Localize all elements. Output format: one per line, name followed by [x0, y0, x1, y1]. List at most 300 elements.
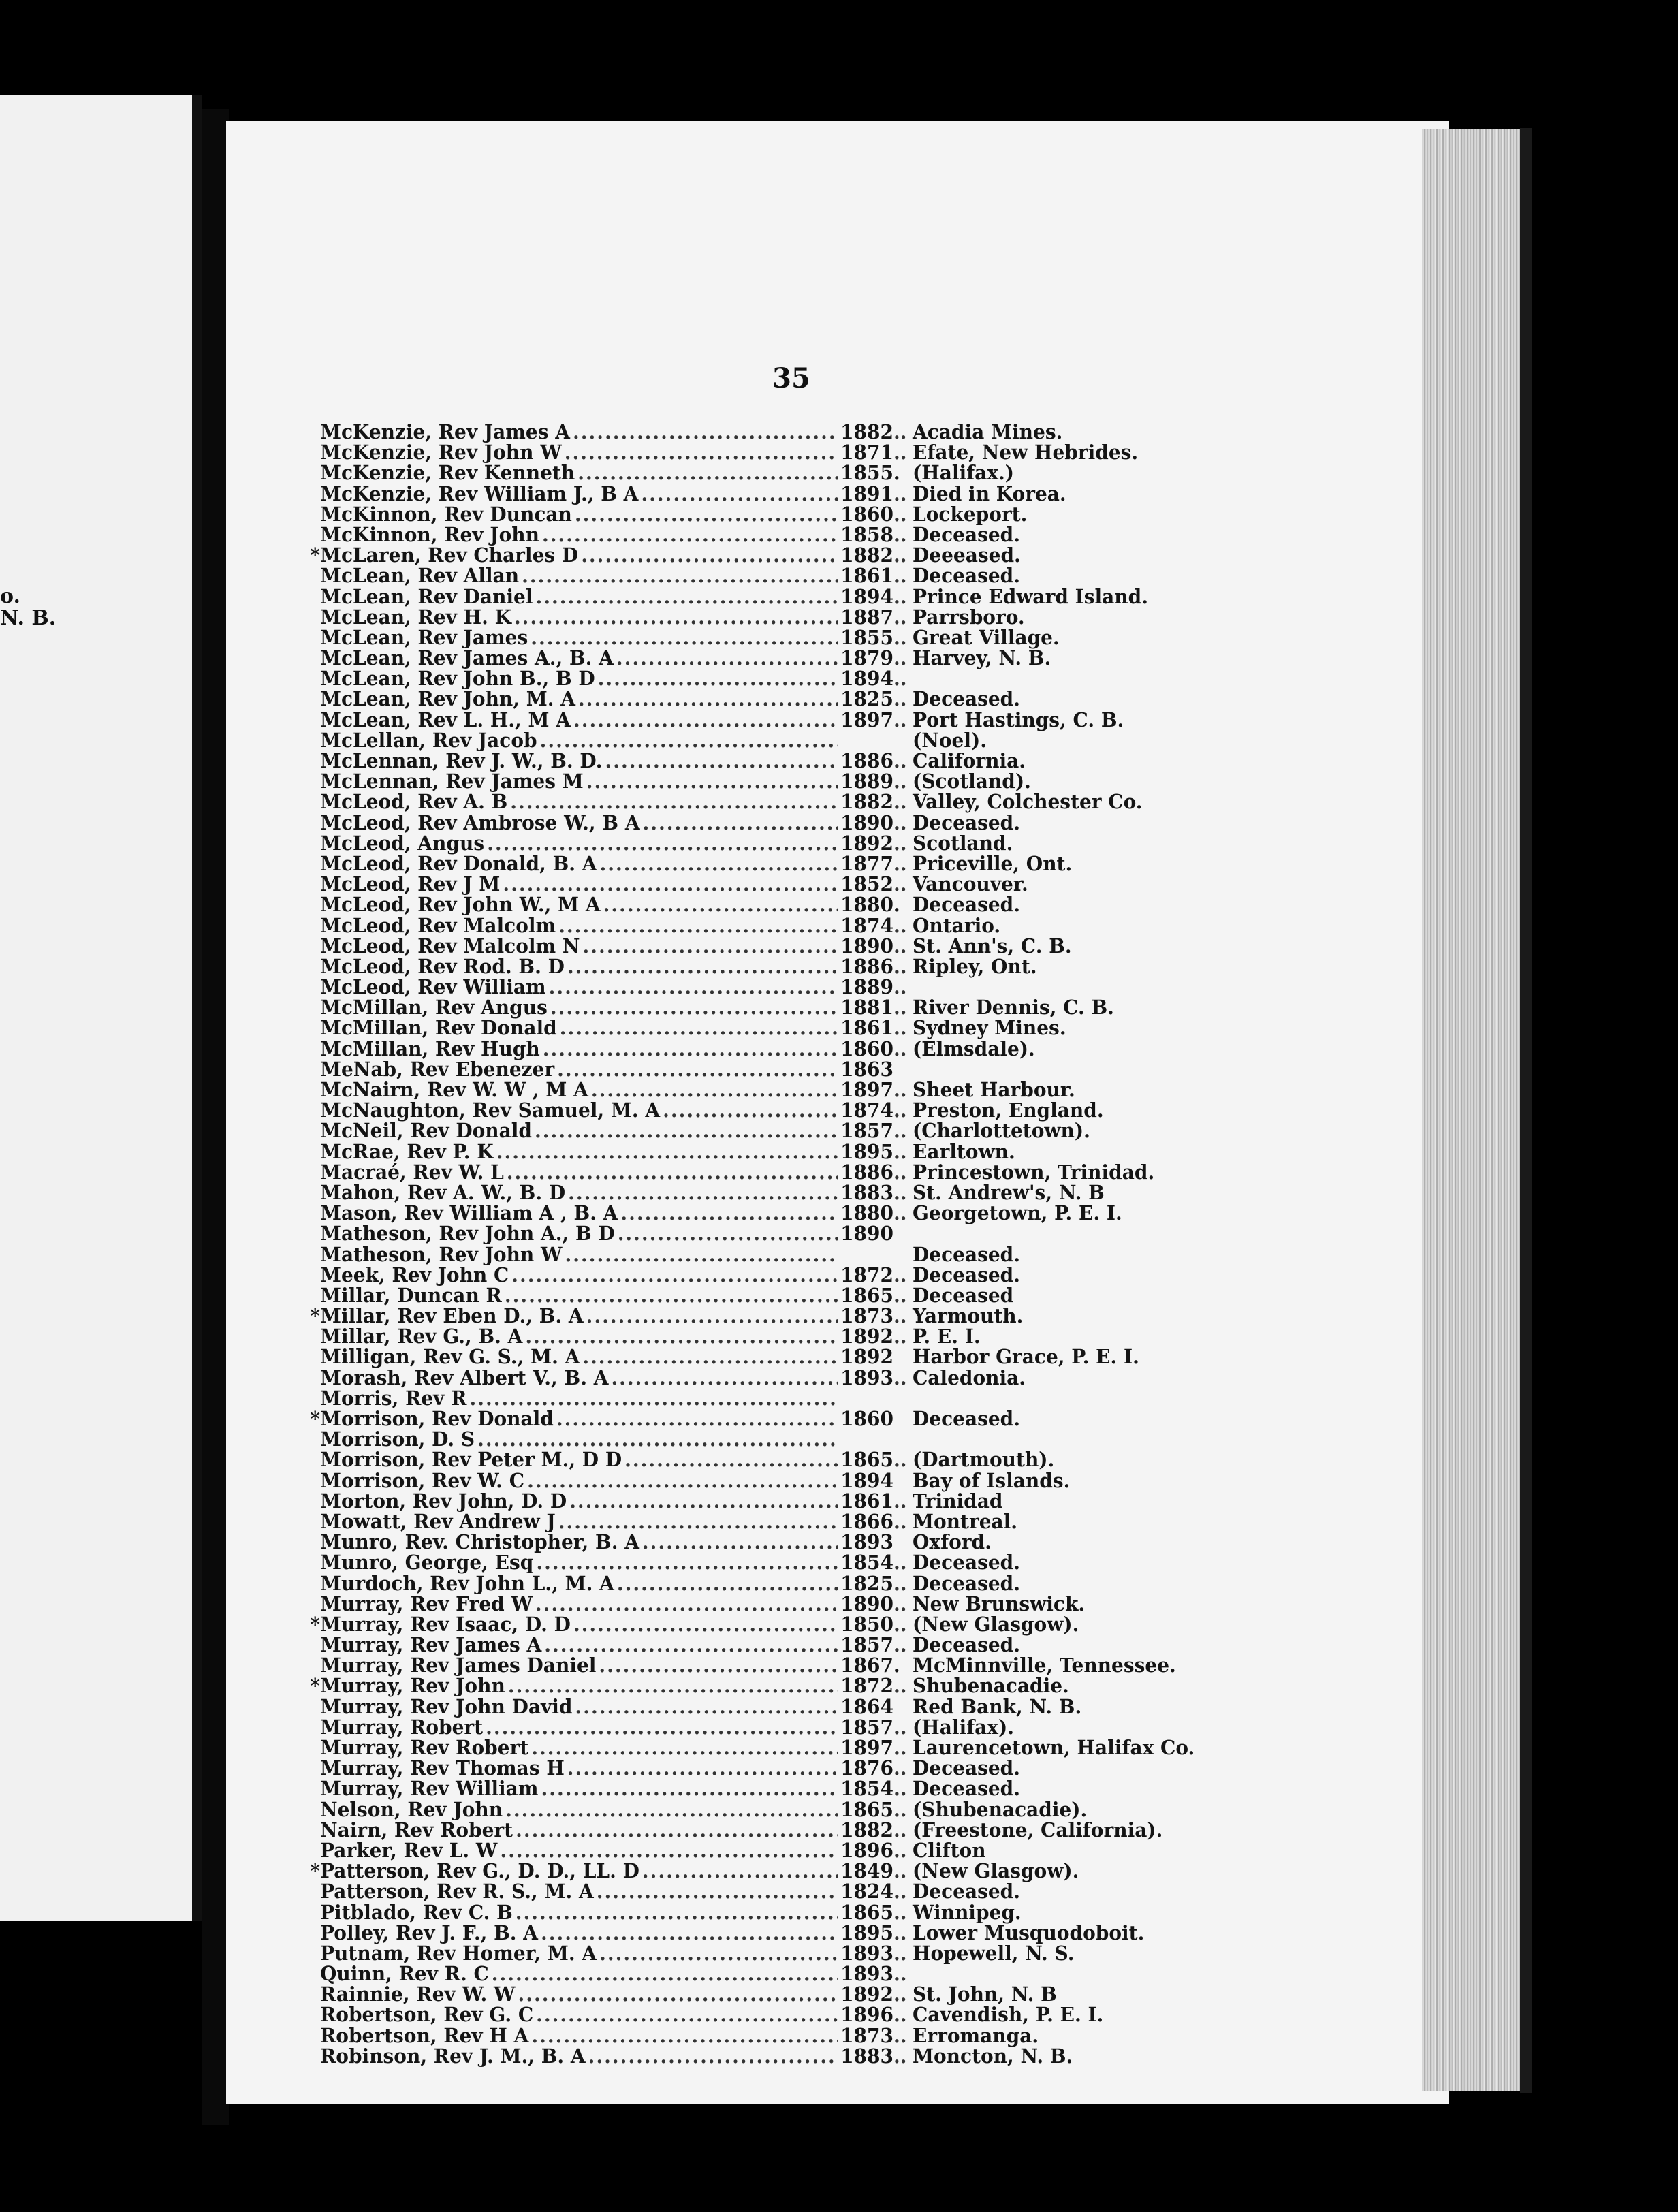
entry-separator: .. — [893, 1880, 907, 1903]
list-item — [320, 1573, 1226, 1594]
entry-separator: .. — [893, 749, 907, 773]
entry-year: 1865 — [840, 1901, 893, 1924]
entry-year: 1882 — [840, 543, 893, 567]
entry-name: McMillan, Rev Angus — [320, 996, 548, 1020]
entry-year: 1889 — [840, 975, 893, 999]
entry-place: (Shubenacadie). — [913, 1798, 1088, 1821]
entry-separator: .. — [893, 1551, 907, 1575]
book-gutter — [202, 109, 229, 2125]
list-item — [320, 812, 1226, 834]
list-item — [320, 1080, 1226, 1101]
entry-separator: .. — [893, 441, 907, 464]
entry-year: 1894 — [840, 585, 893, 608]
entry-leader-dots — [643, 812, 838, 834]
entry-place: River Dennis, C. B. — [913, 996, 1114, 1020]
entry-name: McLaren, Rev Charles D — [320, 543, 579, 567]
list-item — [320, 1327, 1226, 1348]
entry-name: Millar, Rev G., B. A — [320, 1325, 523, 1348]
list-item — [320, 1738, 1226, 1759]
entry-separator: .. — [893, 955, 907, 979]
entry-leader-dots — [507, 1162, 838, 1183]
entry-separator: .. — [893, 523, 907, 547]
list-item — [320, 1121, 1226, 1142]
entry-leader-dots — [568, 1183, 838, 1204]
entry-year: 1872 — [840, 1263, 893, 1287]
entry-name: McLeod, Rev A. B — [320, 791, 508, 814]
entry-separator: .. — [893, 708, 907, 731]
entry-year: 1892 — [840, 1346, 893, 1369]
entry-year: 1893 — [840, 1366, 893, 1389]
entry-separator: .. — [893, 1510, 907, 1534]
list-item — [320, 525, 1226, 546]
entry-name: Quinn, Rev R. C — [320, 1962, 489, 1986]
list-item — [320, 648, 1226, 669]
entry-leader-dots — [505, 1286, 838, 1307]
entry-leader-dots — [477, 1429, 838, 1451]
entry-place: Princestown, Trinidad. — [913, 1160, 1155, 1184]
list-item — [320, 443, 1226, 464]
entry-name: Robertson, Rev G. C — [320, 2004, 534, 2027]
entry-place: Bay of Islands. — [913, 1469, 1071, 1492]
entry-name: Murray, Rev Fred W — [320, 1592, 533, 1616]
entry-leader-dots — [560, 1018, 838, 1039]
entry-year: 1890 — [840, 1592, 893, 1616]
entry-separator: .. — [893, 1037, 907, 1060]
entry-name: Morrison, Rev Peter M., D D — [320, 1449, 622, 1472]
entry-separator: .. — [893, 811, 907, 834]
list-item — [320, 792, 1226, 813]
entry-leader-dots — [525, 1327, 838, 1348]
list-item — [320, 833, 1226, 854]
entry-place: Oxford. — [913, 1530, 992, 1554]
list-item — [320, 2025, 1226, 2047]
entry-leader-dots — [565, 443, 838, 464]
entry-separator: .. — [893, 1325, 907, 1348]
list-item — [310, 1304, 1226, 1328]
list-item — [320, 1820, 1226, 1841]
entry-leader-dots — [500, 1841, 838, 1862]
entry-leader-dots — [591, 1080, 838, 1101]
entry-name: Polley, Rev J. F., B. A — [320, 1921, 539, 1945]
entry-name: Mason, Rev William A , B. A — [320, 1201, 618, 1225]
entry-year: 1865 — [840, 1284, 893, 1308]
entry-year: 1897 — [840, 1078, 893, 1102]
entry-leader-dots — [542, 525, 838, 546]
entry-separator: .. — [893, 1962, 907, 1986]
entry-year: 1857 — [840, 1633, 893, 1657]
list-item — [320, 1491, 1226, 1512]
entry-place: Cavendish, P. E. I. — [913, 2004, 1104, 2027]
entry-place: Deceased. — [913, 1243, 1021, 1266]
entry-place: (Halifax.) — [913, 462, 1014, 485]
list-item — [320, 1162, 1226, 1183]
entry-leader-dots — [616, 648, 838, 669]
entry-year: 1883 — [840, 1181, 893, 1205]
entry-leader-dots — [583, 936, 838, 957]
entry-separator: .. — [893, 1818, 907, 1842]
entry-place: Deceased. — [913, 1263, 1021, 1287]
entry-place: (New Glasgow). — [913, 1859, 1079, 1883]
list-item — [320, 710, 1226, 731]
entry-separator: .. — [893, 1633, 907, 1657]
entry-separator: .. — [893, 1449, 907, 1472]
entry-name: Nairn, Rev Robert — [320, 1818, 513, 1842]
entry-year: 1873 — [840, 1304, 893, 1328]
list-item — [320, 936, 1226, 957]
entry-year: 1893 — [840, 1962, 893, 1986]
entry-leader-dots — [567, 957, 838, 978]
list-item — [320, 998, 1226, 1019]
entry-separator: .. — [893, 1778, 907, 1801]
entry-place: California. — [913, 749, 1026, 773]
entry-leader-dots — [543, 1039, 838, 1060]
entry-leader-dots — [535, 1594, 838, 1615]
list-item — [320, 2044, 1226, 2068]
entry-year: 1890 — [840, 1222, 893, 1246]
entry-separator: .. — [893, 832, 907, 855]
entry-place: (Charlottetown). — [913, 1120, 1090, 1143]
entry-name: Murdoch, Rev John L., M. A — [320, 1572, 614, 1595]
list-item — [320, 1982, 1226, 2006]
entry-name: McLeod, Rev Donald, B. A — [320, 852, 597, 876]
entry-place: Georgetown, P. E. I. — [913, 1201, 1122, 1225]
entry-separator: .. — [893, 585, 907, 608]
entry-year: 1886 — [840, 955, 893, 979]
left-page — [0, 95, 199, 1921]
list-item — [320, 586, 1226, 607]
list-item — [320, 1758, 1226, 1780]
list-item — [320, 504, 1226, 525]
entry-name: McKenzie, Rev John W — [320, 441, 562, 464]
entry-place: Sheet Harbour. — [913, 1078, 1075, 1102]
entry-place: Deceased. — [913, 893, 1021, 917]
entry-place: Caledonia. — [913, 1366, 1026, 1389]
entry-leader-dots — [508, 1676, 838, 1697]
entry-leader-dots — [573, 1615, 838, 1636]
list-item — [320, 915, 1226, 936]
entry-separator: .. — [893, 1613, 907, 1637]
entry-star-marker: * — [310, 543, 320, 567]
entry-place: Yarmouth. — [913, 1304, 1024, 1328]
entry-name: McKenzie, Rev William J., B A — [320, 482, 639, 505]
entry-name: Matheson, Rev John A., B D — [320, 1222, 615, 1246]
list-item — [320, 607, 1226, 628]
list-item — [320, 1286, 1226, 1307]
entry-leader-dots — [620, 1203, 838, 1224]
entry-leader-dots — [544, 1635, 838, 1656]
entry-leader-dots — [558, 1512, 838, 1533]
entry-separator: .. — [893, 872, 907, 896]
entry-leader-dots — [536, 586, 838, 607]
entry-name: Mahon, Rev A. W., B. D — [320, 1181, 566, 1205]
entry-leader-dots — [535, 1121, 838, 1142]
entry-name: McKenzie, Rev Kenneth — [320, 462, 575, 485]
entry-leader-dots — [503, 874, 838, 896]
entry-leader-dots — [586, 1306, 838, 1327]
page-edges — [1422, 129, 1524, 2091]
entry-name: McLeod, Rev Rod. B. D — [320, 955, 565, 979]
entry-star-marker: * — [310, 1675, 320, 1698]
entry-separator: .. — [893, 1304, 907, 1328]
entry-leader-dots — [597, 1882, 838, 1903]
entry-leader-dots — [663, 1101, 838, 1122]
entry-separator: .. — [893, 1592, 907, 1616]
entry-place: Acadia Mines. — [913, 420, 1063, 444]
entry-separator: .. — [893, 1716, 907, 1739]
entry-place: Red Bank, N. B. — [913, 1695, 1082, 1718]
entry-separator: .. — [893, 543, 907, 567]
entry-separator: .. — [893, 1572, 907, 1595]
entry-year: 1825 — [840, 688, 893, 711]
entry-separator: .. — [893, 1489, 907, 1513]
entry-name: Parker, Rev L. W — [320, 1839, 498, 1863]
entry-name: Murray, Rev James Daniel — [320, 1654, 597, 1677]
entry-leader-dots — [516, 1820, 838, 1841]
entry-separator: .. — [893, 1839, 907, 1863]
entry-place: (Elmsdale). — [913, 1037, 1035, 1060]
entry-place: Deceased — [913, 1284, 1014, 1308]
list-item — [320, 628, 1226, 649]
list-item — [320, 1450, 1226, 1471]
entry-year: 1894 — [840, 667, 893, 691]
entry-place: Harvey, N. B. — [913, 646, 1051, 670]
entry-year: 1891 — [840, 482, 893, 505]
entry-place: Deceased. — [913, 1756, 1021, 1780]
entry-year: 1887 — [840, 605, 893, 629]
entry-leader-dots — [642, 1861, 838, 1882]
entry-name: Murray, Rev James A — [320, 1633, 542, 1657]
entry-leader-dots — [550, 998, 838, 1019]
entry-year: 1880 — [840, 1201, 893, 1225]
entry-leader-dots — [578, 689, 838, 710]
entry-separator: .. — [893, 934, 907, 958]
entry-name: McKenzie, Rev James A — [320, 420, 570, 444]
entry-year: 1882 — [840, 1818, 893, 1842]
list-item — [320, 566, 1226, 587]
entry-leader-dots — [514, 607, 838, 628]
entry-name: Morrison, D. S — [320, 1427, 475, 1451]
entry-name: Millar, Duncan R — [320, 1284, 502, 1308]
entry-separator: .. — [893, 503, 907, 526]
entry-leader-dots — [541, 1779, 838, 1800]
list-item — [310, 543, 1226, 567]
left-page-spine — [192, 95, 202, 1921]
entry-place: (Freestone, California). — [913, 1818, 1163, 1842]
entry-place: Trinidad — [913, 1489, 1003, 1513]
list-item — [320, 1039, 1226, 1060]
entry-star-marker: * — [310, 1304, 320, 1328]
entry-place: (New Glasgow). — [913, 1613, 1079, 1637]
list-item — [320, 463, 1226, 484]
entry-year: 1890 — [840, 934, 893, 958]
entry-leader-dots — [618, 1224, 838, 1245]
list-item — [320, 1964, 1226, 1985]
page-number: 35 — [772, 362, 810, 394]
entry-place: Laurencetown, Halifax Co. — [913, 1736, 1195, 1760]
entry-year: 1893 — [840, 1530, 893, 1554]
list-item — [320, 1018, 1226, 1039]
entry-leader-dots — [599, 854, 838, 875]
list-item — [310, 1675, 1226, 1698]
entry-leader-dots — [536, 2005, 838, 2026]
entry-name: Nelson, Rev John — [320, 1798, 503, 1821]
entry-year: 1863 — [840, 1058, 893, 1081]
entry-separator: .. — [893, 646, 907, 670]
entry-year: 1874 — [840, 1099, 893, 1122]
entry-name: Murray, Rev Robert — [320, 1736, 529, 1760]
entry-year: 1892 — [840, 832, 893, 855]
entry-place: Great Village. — [913, 626, 1060, 650]
entry-place: Harbor Grace, P. E. I. — [913, 1346, 1139, 1369]
entry-separator: .. — [893, 420, 907, 444]
entry-place: St. Ann's, C. B. — [913, 934, 1072, 958]
entry-year: 1881 — [840, 996, 893, 1020]
entry-place: Preston, England. — [913, 1099, 1104, 1122]
entry-place: Vancouver. — [913, 872, 1028, 896]
entry-name: McLean, Rev John B., B D — [320, 667, 595, 691]
left-page-fragment: o. — [0, 584, 20, 608]
entry-leader-dots — [540, 731, 838, 752]
entry-name: McLean, Rev John, M. A — [320, 688, 575, 711]
entry-place: Clifton — [913, 1839, 986, 1863]
entry-year: 1894 — [840, 1469, 893, 1492]
entry-name: Millar, Rev Eben D., B. A — [320, 1304, 584, 1328]
list-item — [320, 1944, 1226, 1965]
entry-name: McNairn, Rev W. W , M A — [320, 1078, 588, 1102]
entry-name: McNaughton, Rev Samuel, M. A — [320, 1099, 661, 1122]
entry-place: Hopewell, N. S. — [913, 1942, 1075, 1965]
list-item — [320, 1512, 1226, 1533]
entry-separator: .. — [893, 2044, 907, 2068]
entry-separator: .. — [893, 1675, 907, 1698]
list-item — [320, 1224, 1226, 1245]
entry-separator: .. — [893, 791, 907, 814]
entry-name: McLellan, Rev Jacob — [320, 729, 537, 753]
entry-year: 1897 — [840, 708, 893, 731]
entry-separator: .. — [893, 1982, 907, 2006]
entry-leader-dots — [586, 772, 838, 793]
entry-year: 1864 — [840, 1695, 893, 1718]
entry-leader-dots — [588, 2047, 838, 2068]
entry-name: Murray, Rev Thomas H — [320, 1756, 565, 1780]
entry-year: 1860 — [840, 1037, 893, 1060]
entry-place: Deceased. — [913, 1778, 1021, 1801]
entry-leader-dots — [569, 1491, 838, 1512]
list-item — [320, 2005, 1226, 2026]
entry-name: Matheson, Rev John W — [320, 1243, 563, 1266]
entry-place: New Brunswick. — [913, 1592, 1086, 1616]
entry-leader-dots — [641, 484, 838, 505]
list-item — [310, 1613, 1226, 1637]
entry-name: Murray, Rev Isaac, D. D — [320, 1613, 571, 1637]
entry-name: McNeil, Rev Donald — [320, 1120, 532, 1143]
entry-place: Deceased. — [913, 564, 1021, 588]
entry-separator: .. — [893, 1921, 907, 1945]
list-item — [320, 1799, 1226, 1820]
entry-leader-dots — [541, 1923, 838, 1944]
entry-year: 1882 — [840, 420, 893, 444]
entry-name: McMillan, Rev Donald — [320, 1017, 557, 1040]
entry-name: McRae, Rev P. K — [320, 1140, 494, 1163]
entry-place: Ontario. — [913, 914, 1001, 937]
entry-separator: .. — [893, 1284, 907, 1308]
entry-year: 1866 — [840, 1510, 893, 1534]
entry-name: McLennan, Rev James M — [320, 770, 584, 793]
entry-name: Pitblado, Rev C. B — [320, 1901, 513, 1924]
entry-year: 1872 — [840, 1675, 893, 1698]
entry-place: McMinnville, Tennessee. — [913, 1654, 1176, 1677]
entry-name: McLean, Rev James — [320, 626, 528, 650]
entry-leader-dots — [567, 1758, 838, 1780]
entry-leader-dots — [527, 1470, 838, 1491]
entry-separator: .. — [893, 1078, 907, 1102]
entry-name: McMillan, Rev Hugh — [320, 1037, 540, 1060]
list-item — [320, 1265, 1226, 1286]
entry-year: 1867. — [840, 1654, 900, 1677]
list-item — [320, 895, 1226, 916]
entry-place: Parrsboro. — [913, 605, 1025, 629]
entry-leader-dots — [611, 1368, 838, 1389]
entry-leader-dots — [531, 2025, 838, 2047]
entry-leader-dots — [556, 1409, 838, 1430]
entry-name: McLennan, Rev J. W., B. D. — [320, 749, 603, 773]
list-item — [320, 1696, 1226, 1718]
entry-name: Rainnie, Rev W. W — [320, 1982, 516, 2006]
entry-leader-dots — [536, 1553, 838, 1574]
entry-separator: .. — [893, 1859, 907, 1883]
entry-year: 1874 — [840, 914, 893, 937]
entry-place: (Halifax). — [913, 1716, 1014, 1739]
entry-separator: .. — [893, 2024, 907, 2047]
entry-name: Milligan, Rev G. S., M. A — [320, 1346, 580, 1369]
list-item — [320, 1635, 1226, 1656]
entry-name: Robertson, Rev H A — [320, 2024, 529, 2047]
entry-name: Robinson, Rev J. M., B. A — [320, 2044, 586, 2068]
entry-year: 1857 — [840, 1716, 893, 1739]
entry-year: 1880. — [840, 893, 900, 917]
entry-leader-dots — [469, 1389, 838, 1410]
entry-name: McKinnon, Rev John — [320, 523, 539, 547]
entry-name: Murray, Rev John David — [320, 1695, 573, 1718]
entry-name: Meek, Rev John C — [320, 1263, 509, 1287]
left-page-fragment: N. B. — [0, 606, 57, 630]
entry-star-marker: * — [310, 1613, 320, 1637]
entry-year: 1873 — [840, 2024, 893, 2047]
entry-name: Mowatt, Rev Andrew J — [320, 1510, 556, 1534]
entry-separator: .. — [893, 1099, 907, 1122]
entry-place: Died in Korea. — [913, 482, 1066, 505]
entry-name: McLeod, Rev J M — [320, 872, 501, 896]
entry-name: Morris, Rev R — [320, 1387, 467, 1410]
entry-separator: .. — [893, 667, 907, 691]
entry-separator: .. — [893, 2004, 907, 2027]
entry-place: St. Andrew's, N. B — [913, 1181, 1105, 1205]
entry-place: Deceased. — [913, 1880, 1021, 1903]
list-item — [320, 1368, 1226, 1389]
list-item — [320, 957, 1226, 978]
entry-separator: .. — [893, 564, 907, 588]
entry-name: Morrison, Rev Donald — [320, 1407, 554, 1431]
entry-place: (Scotland). — [913, 770, 1031, 793]
entry-separator: .. — [893, 1120, 907, 1143]
entry-year: 1855. — [840, 462, 900, 485]
list-item — [320, 1203, 1226, 1224]
entry-year: 1886 — [840, 1160, 893, 1184]
entry-name: Munro, Rev. Christopher, B. A — [320, 1530, 639, 1554]
entry-year: 1877 — [840, 852, 893, 876]
list-item — [320, 689, 1226, 710]
entry-name: Macraé, Rev W. L — [320, 1160, 504, 1184]
